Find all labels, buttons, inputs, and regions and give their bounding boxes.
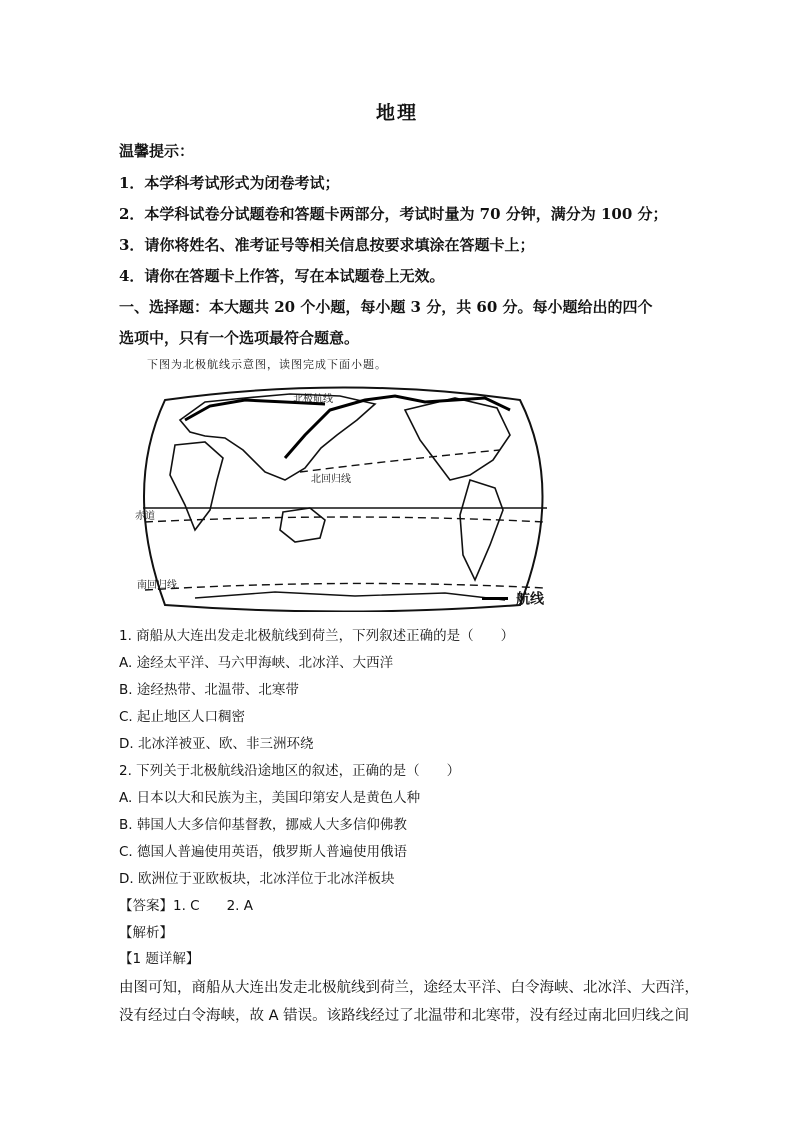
legend-label: 航线 — [516, 591, 544, 608]
arctic-route-line — [285, 396, 510, 458]
option-item: B. 途经热带、北温带、北寒带 — [119, 682, 299, 698]
north-america-landmass — [405, 398, 510, 480]
section-instruction: 一、选择题：本大题共 20 个小题，每小题 3 分，共 60 分。每小题给出的四个 — [119, 298, 653, 316]
question-stem: 2. 下列关于北极航线沿途地区的叙述，正确的是（ ） — [119, 763, 461, 779]
analysis-label: 【解析】 — [119, 925, 173, 941]
tip-item: 3．请你将姓名、准考证号等相关信息按要求填涂在答题卡上； — [119, 236, 535, 254]
tip-item: 1．本学科考试形式为闭卷考试； — [119, 174, 340, 192]
tropic-north-line — [300, 450, 500, 472]
detail-line: 由图可知，商船从大连出发走北极航线到荷兰，途经太平洋、白令海峡、北冰洋、大西洋， — [119, 980, 699, 996]
tropic-south-label: 南回归线 — [137, 580, 177, 591]
route-label: 北极航线 — [293, 394, 333, 405]
equator-label: 赤道 — [135, 511, 155, 522]
detail-heading: 【1 题详解】 — [119, 951, 200, 967]
section-instruction: 选项中，只有一个选项最符合题意。 — [119, 329, 360, 347]
option-item: D. 欧洲位于亚欧板块，北冰洋位于北冰洋板块 — [119, 871, 395, 887]
option-item: B. 韩国人大多信仰基督教，挪威人大多信仰佛教 — [119, 817, 407, 833]
question-stem: 1. 商船从大连出发走北极航线到荷兰，下列叙述正确的是（ ） — [119, 628, 515, 644]
arctic-route-map — [125, 380, 565, 612]
map-outline — [144, 388, 543, 612]
africa-landmass — [170, 442, 223, 530]
south-america-landmass — [460, 480, 503, 580]
tip-item: 2．本学科试卷分试题卷和答题卡两部分，考试时量为 70 分钟，满分为 100 分； — [119, 205, 668, 223]
figure-caption: 下图为北极航线示意图，读图完成下面小题。 — [147, 358, 387, 371]
legend-line-icon — [482, 597, 508, 600]
tip-item: 4．请你在答题卡上作答，写在本试题卷上无效。 — [119, 267, 445, 285]
answer-label: 【答案】1. C 2. A — [119, 898, 254, 914]
antarctica-landmass — [195, 592, 505, 600]
tropic-north-label: 北回归线 — [311, 474, 351, 485]
tips-heading: 温馨提示： — [119, 142, 195, 160]
option-item: C. 起止地区人口稠密 — [119, 709, 246, 725]
option-item: D. 北冰洋被亚、欧、非三洲环绕 — [119, 736, 314, 752]
option-item: A. 日本以大和民族为主，美国印第安人是黄色人种 — [119, 790, 421, 806]
page-title: 地理 — [375, 102, 418, 124]
option-item: C. 德国人普遍使用英语，俄罗斯人普遍使用俄语 — [119, 844, 408, 860]
detail-line: 没有经过白令海峡，故 A 错误。该路线经过了北温带和北寒带，没有经过南北回归线之间 — [119, 1008, 690, 1024]
map-legend — [482, 588, 544, 609]
australia-landmass — [280, 508, 325, 542]
option-item: A. 途经太平洋、马六甲海峡、北冰洋、大西洋 — [119, 655, 394, 671]
